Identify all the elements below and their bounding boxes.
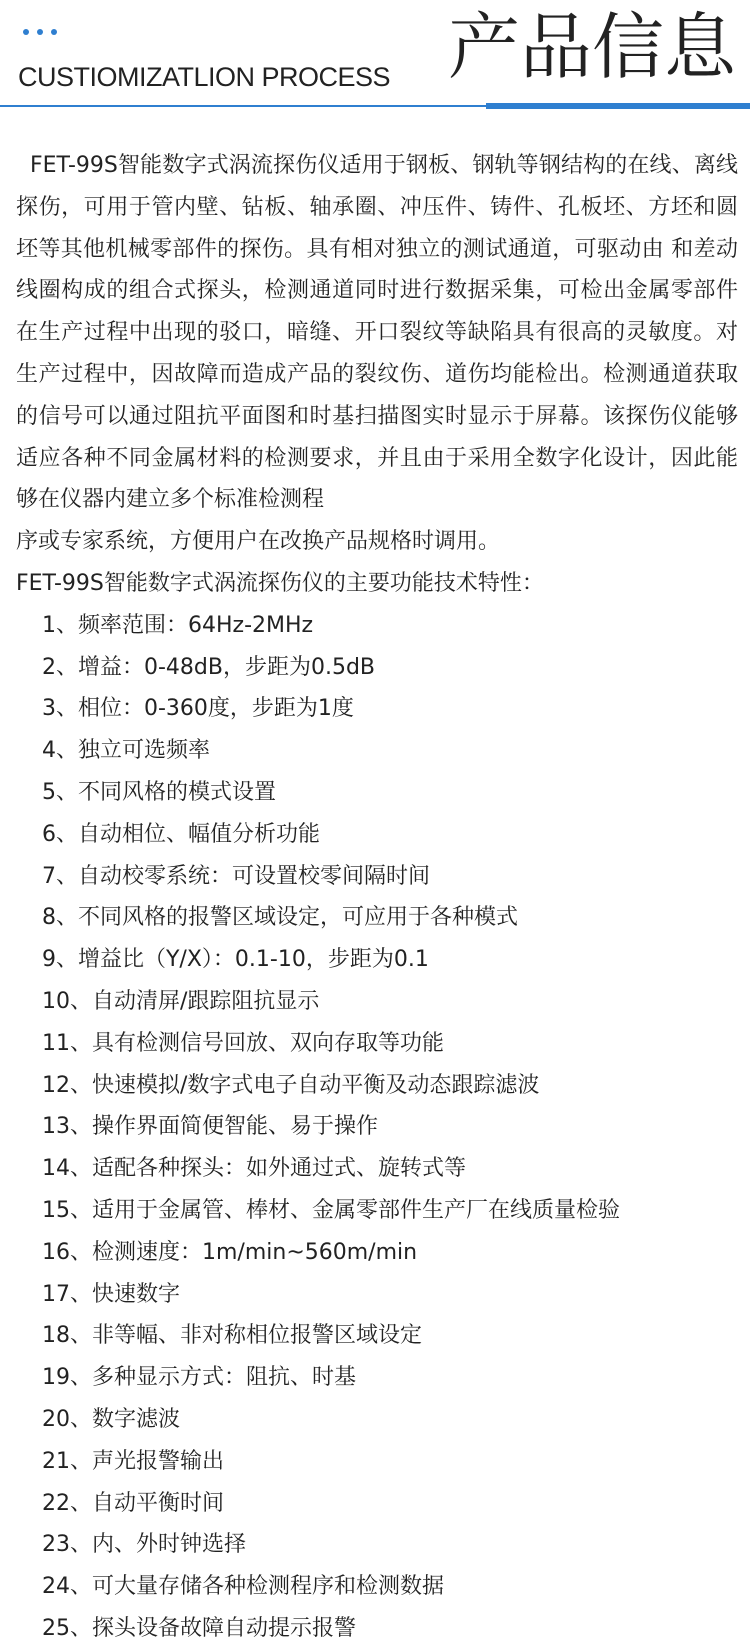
feature-item: 8、不同风格的报警区域设定，可应用于各种模式 (42, 905, 518, 931)
decorative-dots (23, 29, 57, 35)
dot-icon (51, 29, 57, 35)
header-accent-bar (486, 103, 750, 109)
feature-item: 7、自动校零系统：可设置校零间隔时间 (42, 863, 430, 889)
feature-item: 4、独立可选频率 (42, 738, 210, 764)
feature-item: 15、适用于金属管、棒材、金属零部件生产厂在线质量检验 (42, 1197, 620, 1223)
feature-item: 23、内、外时钟选择 (42, 1532, 246, 1558)
feature-item: 14、适配各种探头：如外通过式、旋转式等 (42, 1156, 466, 1182)
feature-item: 12、快速模拟/数字式电子自动平衡及动态跟踪滤波 (42, 1072, 540, 1098)
feature-item: 18、非等幅、非对称相位报警区域设定 (42, 1323, 422, 1349)
features-list (16, 605, 738, 1650)
feature-item: 19、多种显示方式：阻抗、时基 (42, 1365, 356, 1391)
feature-item: 21、声光报警输出 (42, 1448, 224, 1474)
intro-paragraph-end: 序或专家系统，方便用户在改换产品规格时调用。 (16, 529, 501, 555)
feature-item: 24、可大量存储各种检测程序和检测数据 (42, 1574, 444, 1600)
feature-item: 1、频率范围：64Hz-2MHz (42, 612, 314, 638)
dot-icon (37, 29, 43, 35)
intro-paragraph: FET-99S智能数字式涡流探伤仪适用于钢板、钢轨等钢结构的在线、离线探伤，可用于管内壁、钻板、轴承圈、冲压件、铸件、孔板坯、方坯和圆坯等其他机械零部件的探伤。具有相对独立的测试通道，可驱动由 和差动线圈构成的组合式探头，检测通道同时进行数据采集，可检出金属零部件在生产过程中出现的驳口，暗缝、开口裂纹等缺陷具有很高的灵敏度。对生产过程中，因故障而造成产品的裂纹伤、道伤均能检出。检测通道获取的信号可以通过阻抗平面图和时基扫描图实时显示于屏幕。该探伤仪能够适应各种不同金属材料的检测要求，并且由于采用全数字化设计，因此能够在仪器内建立多个标准检测程 (16, 153, 738, 513)
feature-item: 20、数字滤波 (42, 1406, 180, 1432)
feature-item: 6、自动相位、幅值分析功能 (42, 821, 320, 847)
feature-item: 9、增益比（Y/X）：0.1-10，步距为0.1 (42, 947, 429, 973)
feature-item: 22、自动平衡时间 (42, 1490, 224, 1516)
feature-item: 10、自动清屏/跟踪阻抗显示 (42, 988, 320, 1014)
feature-item: 11、具有检测信号回放、双向存取等功能 (42, 1030, 444, 1056)
product-description (16, 145, 738, 1650)
feature-item: 13、操作界面简便智能、易于操作 (42, 1114, 378, 1140)
dot-icon (23, 29, 29, 35)
feature-item: 3、相位：0-360度，步距为1度 (42, 696, 354, 722)
features-heading: FET-99S智能数字式涡流探伤仪的主要功能技术特性： (16, 570, 544, 596)
feature-item: 25、探头设备故障自动提示报警 (42, 1615, 356, 1641)
section-header (0, 0, 750, 112)
feature-item: 16、检测速度：1m/min~560m/min (42, 1239, 418, 1265)
header-subtitle: CUSTIOMIZATLION PROCESS (18, 62, 391, 92)
feature-item: 2、增益：0-48dB，步距为0.5dB (42, 654, 376, 680)
page-title: 产品信息 (447, 5, 736, 89)
feature-item: 17、快速数字 (42, 1281, 180, 1307)
feature-item: 5、不同风格的模式设置 (42, 779, 276, 805)
